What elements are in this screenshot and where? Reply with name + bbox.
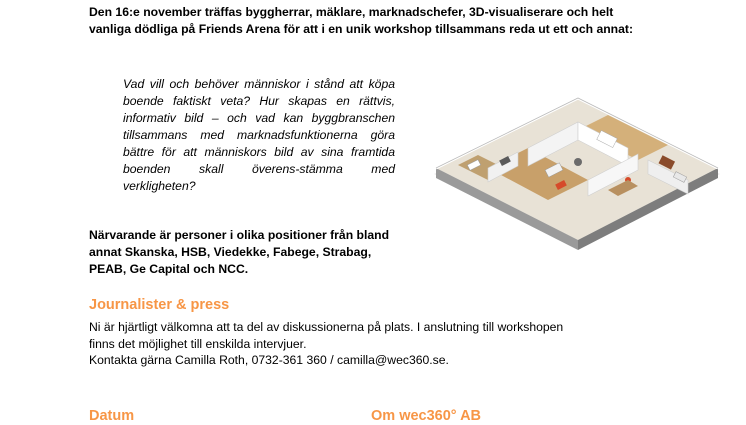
- quote-paragraph: Vad vill och behöver människor i stånd att köpa boende faktiskt veta? Hur skapas en rättvis, informativ bild – och vad kan byggbranschen tillsammans med marknadsfunktionerna göra bättre för att människors bild av sina framtida boenden skall överens-stämma med verkligheten?: [123, 77, 395, 193]
- press-body: [89, 319, 709, 369]
- intro-paragraph: Den 16:e november träffas byggherrar, mäklare, marknadschefer, 3D-visualiserare och helt vanliga dödliga på Friends Arena för att i en unik workshop tillsammans reda ut ett och annat:: [89, 5, 634, 36]
- press-heading: Journalister & press: [89, 297, 230, 313]
- attendees-paragraph: Närvarande är personer i olika positioner från bland annat Skanska, HSB, Viedekke, Fabege, Strabag, PEAB, Ge Capital och NCC.: [89, 228, 390, 276]
- press-line-1: Ni är hjärtligt välkomna att ta del av diskussionerna på plats. I anslutning till workshopen: [89, 320, 564, 334]
- about-heading: Om wec360° AB: [371, 408, 482, 424]
- press-line-2: finns det möjlighet till enskilda intervjuer.: [89, 336, 307, 351]
- press-contact-line: Kontakta gärna Camilla Roth, 0732-361 360 / camilla@wec360.se.: [89, 353, 449, 367]
- 3d-apartment-floorplan-image: [428, 70, 728, 250]
- datum-heading: Datum: [89, 408, 135, 424]
